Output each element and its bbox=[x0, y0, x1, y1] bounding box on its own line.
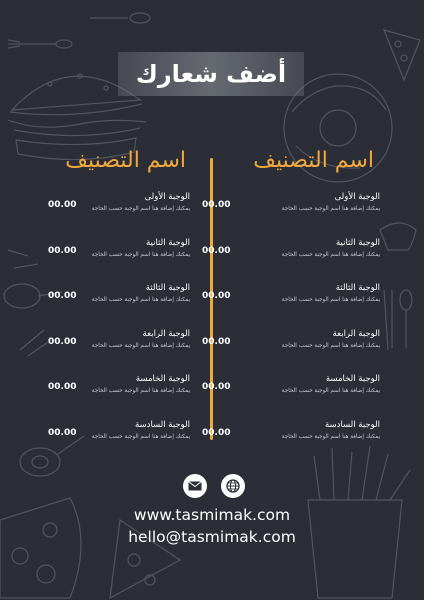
menu-item bbox=[44, 420, 190, 466]
item-name: الوجبة الثالثة bbox=[145, 283, 190, 293]
item-description: يمكنك إضافة هنا اسم الوجبة حسب الحاجة bbox=[281, 388, 380, 394]
envelope-icon[interactable] bbox=[183, 474, 207, 498]
item-price: 00.00 bbox=[48, 382, 77, 392]
item-price: 00.00 bbox=[48, 245, 77, 256]
fork-icon bbox=[8, 40, 72, 48]
menu-item bbox=[44, 192, 190, 238]
menu-item bbox=[202, 192, 380, 238]
utensils-sketch-icon bbox=[8, 250, 38, 268]
spoon-right-icon bbox=[400, 290, 412, 348]
item-description: يمكنك إضافة هنا اسم الوجبة حسب الحاجة bbox=[91, 251, 190, 258]
item-description: يمكنك إضافة هنا اسم الوجبة حسب الحاجة bbox=[91, 433, 190, 440]
category-heading-right: اسم التصنيف bbox=[253, 148, 374, 173]
item-description: يمكنك إضافة هنا اسم الوجبة حسب الحاجة bbox=[281, 206, 380, 212]
item-price: 00.00 bbox=[202, 382, 231, 392]
item-name: الوجبة الخامسة bbox=[135, 374, 190, 384]
contact-icons bbox=[183, 474, 247, 498]
item-name: الوجبة الرابعة bbox=[142, 328, 190, 339]
item-description: يمكنك إضافة هنا اسم الوجبة حسب الحاجة bbox=[281, 433, 380, 440]
chef-hat-icon bbox=[380, 223, 416, 250]
item-price: 00.00 bbox=[202, 427, 231, 438]
item-name: الوجبة الثالثة bbox=[335, 283, 380, 293]
spoon-icon bbox=[90, 13, 150, 23]
fork-right-icon bbox=[384, 290, 392, 350]
item-name: الوجبة الثانية bbox=[145, 237, 190, 248]
website-link[interactable]: www.tasmimak.com bbox=[133, 506, 291, 524]
menu-column-right bbox=[202, 192, 380, 465]
item-price: 00.00 bbox=[202, 245, 231, 256]
item-price: 00.00 bbox=[202, 336, 231, 347]
item-description: يمكنك إضافة هنا اسم الوجبة حسب الحاجة bbox=[281, 297, 380, 303]
item-name: الوجبة الخامسة bbox=[325, 374, 380, 384]
menu-item bbox=[202, 237, 380, 284]
item-description: يمكنك إضافة هنا اسم الوجبة حسب الحاجة bbox=[91, 342, 190, 349]
menu-item bbox=[202, 419, 380, 466]
item-price: 00.00 bbox=[202, 200, 231, 210]
item-name: الوجبة الرابعة bbox=[332, 328, 380, 339]
globe-icon[interactable] bbox=[221, 474, 245, 498]
item-description: يمكنك إضافة هنا اسم الوجبة حسب الحاجة bbox=[91, 297, 190, 303]
item-price: 00.00 bbox=[48, 291, 77, 301]
item-description: يمكنك إضافة هنا اسم الوجبة حسب الحاجة bbox=[91, 206, 190, 212]
item-price: 00.00 bbox=[48, 200, 77, 210]
menu-item bbox=[202, 328, 380, 375]
menu-item bbox=[44, 374, 190, 420]
item-price: 00.00 bbox=[48, 336, 77, 347]
menu-item bbox=[202, 283, 380, 329]
item-name: الوجبة السادسة bbox=[134, 419, 190, 430]
logo-text: أضف شعارك bbox=[135, 60, 287, 88]
item-price: 00.00 bbox=[48, 427, 77, 438]
menu-item bbox=[44, 329, 190, 375]
menu-item bbox=[44, 283, 190, 329]
email-link[interactable]: hello@tasmimak.com bbox=[128, 528, 296, 546]
item-description: يمكنك إضافة هنا اسم الوجبة حسب الحاجة bbox=[281, 342, 380, 349]
item-name: الوجبة السادسة bbox=[324, 419, 380, 430]
menu-column-left bbox=[44, 192, 190, 465]
pizza-slice-icon bbox=[384, 30, 420, 80]
item-name: الوجبة الثانية bbox=[335, 237, 380, 248]
item-price: 00.00 bbox=[202, 291, 231, 301]
item-name: الوجبة الأولى bbox=[144, 192, 190, 202]
item-name: الوجبة الأولى bbox=[334, 192, 380, 202]
category-heading-left: اسم التصنيف bbox=[65, 148, 186, 173]
logo-placeholder bbox=[118, 52, 304, 96]
item-description: يمكنك إضافة هنا اسم الوجبة حسب الحاجة bbox=[91, 388, 190, 394]
item-description: يمكنك إضافة هنا اسم الوجبة حسب الحاجة bbox=[281, 251, 380, 258]
menu-item bbox=[202, 374, 380, 420]
menu-item bbox=[44, 238, 190, 284]
